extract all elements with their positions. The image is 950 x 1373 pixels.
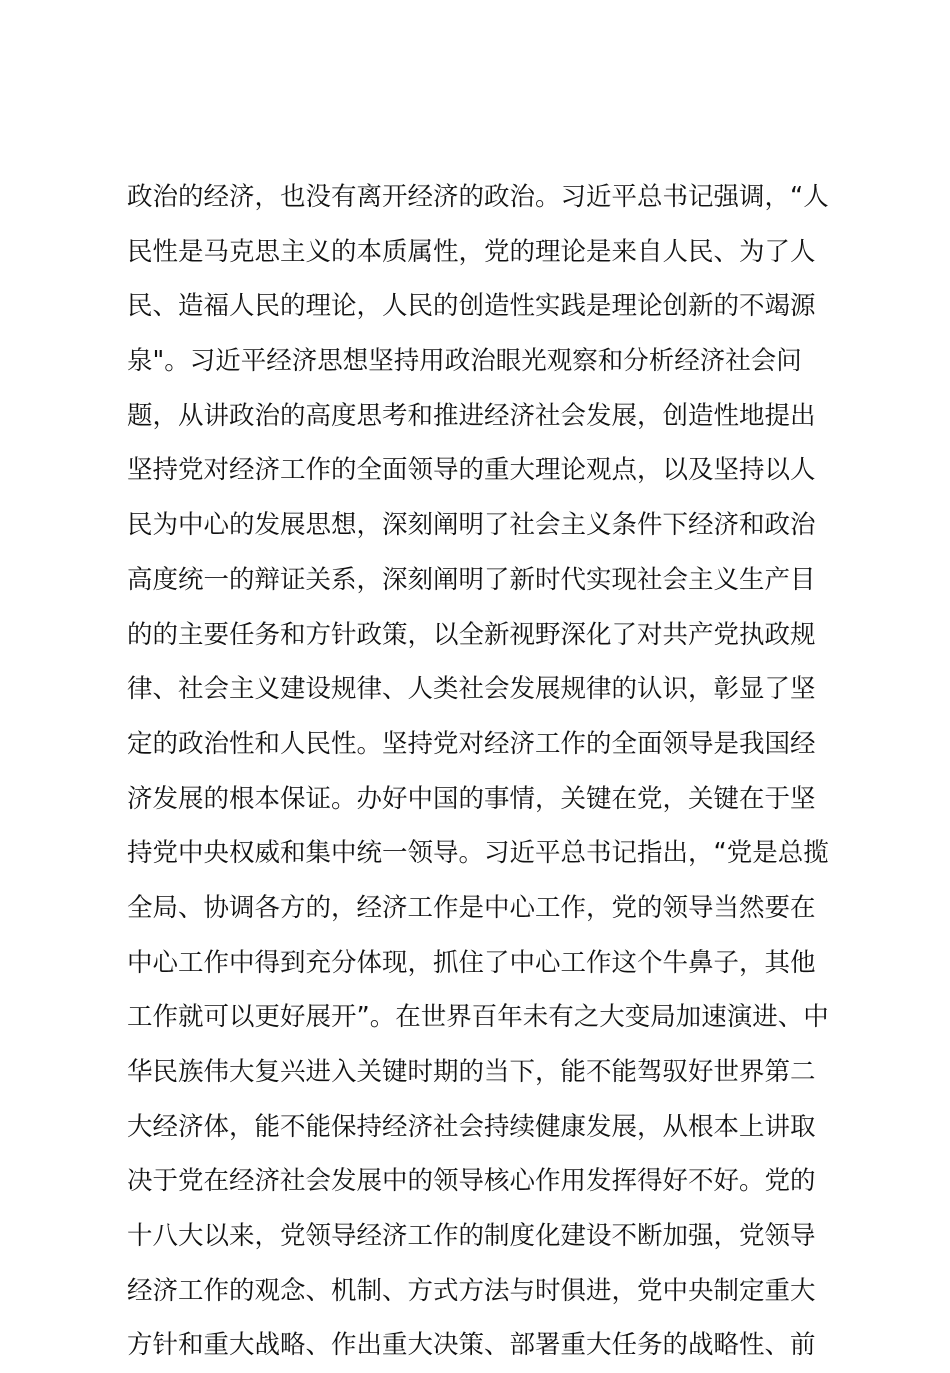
text-line: 民、造福人民的理论，人民的创造性实践是理论创新的不竭源 [127,291,816,322]
text-line: 民性是马克思主义的本质属性，党的理论是来自人民、为了人 [127,236,816,267]
text-line: 政治的经济，也没有离开经济的政治。习近平总书记强调，“人 [127,182,829,212]
text-line: 题，从讲政治的高度思考和推进经济社会发展，创造性地提出 [127,400,816,431]
text-line: 全局、协调各方的，经济工作是中心工作，党的领导当然要在 [127,892,816,923]
text-line: 决于党在经济社会发展中的领导核心作用发挥得好不好。党的 [127,1166,816,1197]
text-line: 济发展的根本保证。办好中国的事情，关键在党，关键在于坚 [127,783,816,814]
text-line: 持党中央权威和集中统一领导。习近平总书记指出，“党是总揽 [127,838,829,869]
text-line: 定的政治性和人民性。坚持党对经济工作的全面领导是我国经 [127,728,816,759]
text-line: 坚持党对经济工作的全面领导的重大理论观点，以及坚持以人 [127,455,816,486]
text-line: 华民族伟大复兴进入关键时期的当下，能不能驾驭好世界第二 [127,1057,816,1087]
body-paragraph [127,170,837,1373]
text-line: 民为中心的发展思想，深刻阐明了社会主义条件下经济和政治 [127,510,816,541]
text-line: 方针和重大战略、作出重大决策、部署重大任务的战略性、前 [127,1330,816,1361]
text-line: 工作就可以更好展开”。在世界百年未有之大变局加速演进、中 [127,1002,829,1033]
text-line: 律、社会主义建设规律、人类社会发展规律的认识，彰显了坚 [127,674,816,705]
text-line: 的的主要任务和方针政策，以全新视野深化了对共产党执政规 [127,619,816,650]
text-line: 中心工作中得到充分体现，抓住了中心工作这个牛鼻子，其他 [127,947,816,978]
text-line: 十八大以来，党领导经济工作的制度化建设不断加强，党领导 [127,1221,816,1252]
text-line: 高度统一的辩证关系，深刻阐明了新时代实现社会主义生产目 [127,564,816,595]
text-line: 泉"。习近平经济思想坚持用政治眼光观察和分析经济社会问 [127,346,802,377]
text-line: 经济工作的观念、机制、方式方法与时俱进，党中央制定重大 [127,1275,816,1306]
text-line: 大经济体，能不能保持经济社会持续健康发展，从根本上讲取 [127,1111,816,1142]
